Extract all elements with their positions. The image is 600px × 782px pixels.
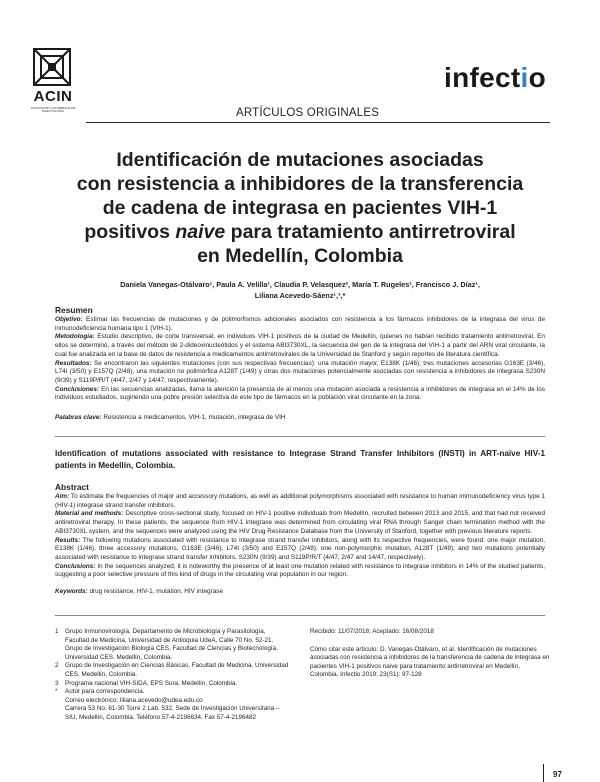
journal-logo [444,62,546,94]
footnote-text: Carrera 53 No. 61-30 Torre 2 Lab. 532, Sede de Investigación Universitaria – SIU, Medellín, Colombia. Teléfono 57-4-2196634. Fax 57-4-2196482 [65,705,280,721]
text: To estimate the frequencies of major and accessory mutations, as well as additional polymorphisms associated with resistance to human immunodeficiency virus type 1 (HIV-1) integrase strand transfer inhibitors. [55,493,545,509]
title-fragment: para tratamiento antirretroviral [225,221,516,243]
article-info [310,628,550,680]
title-line: en Medellín, Colombia [197,245,403,267]
label: Conclusiones: [55,385,100,393]
resumen-keywords [55,414,545,423]
footnote-number [55,697,65,706]
footnote-number: 2 [55,662,59,670]
contact-email [55,697,290,706]
english-title: Identification of mutations associated with resistance to Integrase Strand Transfer Inhibitors (INSTI) in ART-naïve HIV-1 patients in Medellín, Colombia. [55,449,545,470]
affiliations [55,628,290,723]
footnote-text[interactable]: Correo electrónico: liliana.acevedo@udea.edu.co [65,696,203,704]
title-line: de cadena de integrasa en pacientes VIH-1 [102,197,498,219]
resumen-resultados [55,360,545,386]
resumen-heading: Resumen [55,305,93,315]
acin-subtitle: ASOCIACIÓN COLOMBIANA DE INFECTOLOGÍA [30,106,76,114]
affiliation-item [55,688,290,697]
section-rule [55,615,545,616]
abstract-heading: Abstract [55,482,89,492]
citation-note: Cómo citar este artículo: D. Vanegas-Otálvaro, et al. Identificación de mutaciones asociadas con resistencia a inhibidores de la transferencia de cadena de integrasa en pacientes VIH-1 positivos naive para tratamiento antirretroviral en Medellín, Colombia. Infectio 2019; 23(S1): 97-128 [310,645,550,679]
footnote-number: * [55,688,58,696]
text: En las secuencias analizadas, llama la atención la presencia de al menos una mutación asociada a resistencia a inhibidores de integrasa en el 14% de los individuos estudiados, sugiriendo una pobre presión selectiva de este tipo de fármacos en la población viral circulante en la zona. [55,385,545,402]
abstract-section [55,482,545,597]
label: Resultados: [55,359,92,367]
abstract-conclusions [55,563,545,580]
label: Aim: [55,493,70,500]
footnote-number [55,705,65,722]
resumen-conclusiones [55,386,545,403]
section-divider [86,122,550,123]
affiliation-item [55,628,290,645]
abstract-aim [55,493,545,510]
resumen-section [55,305,545,423]
journal-logo-suffix: o [528,62,546,93]
received-dates: Recibido: 11/07/2018; Aceptado: 16/08/2018 [310,628,434,635]
text: Estudio descriptivo, de corte transversal, en individuos VIH-1 positivos de la ciudad de Medellín, quienes no habían recibido tratamiento antirretroviral. En ellos se determinó, a través del método de 2-dideoxinucleótidos y el sistema ABI3730XL, la secuencia del gen de la integrasa del VIH-1 a partir del ARN viral circulante, la cual fue analizada en la base de datos de resistencia a medicamentos antirretrovirales de la Universidad de Stanford y según reportes de literatura científica. [55,333,545,358]
text: drug resistance, HIV-1, mutation, HIV integrase [87,588,224,596]
author-list [80,280,520,301]
label: Objetivo: [55,316,83,323]
article-title [50,148,550,268]
abstract-materials [55,510,545,536]
abstract-keywords [55,588,545,597]
text: In the sequences analyzed, it is noteworthy the presence of at least one mutation related with resistance to integrase inhibitors in 14% of the studied patients, suggesting a poor selective pressure of this kind of drugs in the circulating viral population in our region. [55,562,545,579]
footnote-text: Grupo de Investigación en Ciencias Básicas, Facultad de Medicina, Universidad CES, Medellín, Colombia. [65,662,289,678]
footnote-text: Grupo Inmunovirología, Departamento de Microbiología y Parasitología, Facultad de Medicina, Universidad de Antioquia UdeA, Calle 70 No. 52-21. [65,628,274,644]
footnote-text: Autor para correspondencia. [65,688,145,696]
text: Descriptive cross-sectional study, focused on HIV-1 positive individuals from Medellín, recruited between 2013 and 2015, and that had not received antiretroviral therapy. In these patients, the sequence from HIV-1 integrase was determined from circulating viral RNA through Sanger chain termination method with the ABI3730XL system, and the sequences were analyzed using the HIV Drug Resistance Database from the University of Stanford, together with previous literature reports. [55,510,545,535]
label: Palabras clave: [55,414,102,422]
text: Estimar las frecuencias de mutaciones y de polimorfismos adicionales asociados con resistencia a los fármacos inhibidores de la integrasa del virus de inmunodeficiencia humana tipo 1 (VIH-1). [55,316,545,332]
footnote-number [55,645,65,662]
title-line: Identificación de mutaciones asociadas [116,149,484,171]
text: Resistencia a medicamentos, VIH-1, mutación, integrasa de VIH [101,414,286,422]
page-number: 97 [553,770,562,779]
footnote-number: 3 [55,679,59,687]
text: Se encontraron las siguientes mutaciones (con sus respectivas frecuencias): una mutación mayor, E138K (1/46); tres mutaciones accesorias G163E (3/46), L74I (3/50) y E157Q (2/48), una mutación no polimórfica A128T (1/49) y otras dos mutaciones potencialmente asociadas con resistencia a inhibidores de integrasa S230N (9/39) y S119P/R/T (4/47, 2/47 y 14/47, respectivamente). [55,359,545,384]
title-fragment: positivos [84,221,176,243]
label: Metodología: [55,333,95,341]
section-rule [55,436,545,437]
footnote-number: 1 [55,628,59,635]
journal-logo-i: i [520,62,529,93]
footnote-text: Programa nacional VIH-SIDA, EPS Sura, Medellín, Colombia. [65,679,238,687]
journal-logo-prefix: infect [444,62,521,93]
affiliation-item [55,680,290,689]
acin-wordmark: ACIN [33,88,73,105]
acin-emblem-icon [33,48,71,86]
label: Keywords: [55,588,88,596]
label: Conclusions: [55,562,96,570]
authors-line: Liliana Acevedo-Sáenz¹,³,* [254,290,346,300]
affiliation-item [55,645,290,662]
acin-logo [30,48,76,126]
resumen-metodologia [55,333,545,359]
footnote-text: Grupo de Investigación Biología CES, Facultad de Ciencias y Biotecnología, Universidad CES. Medellín, Colombia. [65,645,278,661]
title-line [50,220,550,244]
page-number-bar [543,764,544,782]
title-italic-word: naive [175,221,226,243]
label: Results: [55,536,81,544]
label: Material and methods: [55,510,124,518]
section-label: ARTÍCULOS ORIGINALES [236,107,380,119]
text: The following mutations associated with resistance to integrase strand transfer inhibitors, along with its respective frequencies, were found: one major mutation, E138K (1/46), three accessory mutations, G163E (3/46), L74I (3/50) and E157Q (2/48); one non-polymorphic mutation, A128T (1/49); and two mutations potentially associated with resistance to integrase strand transfer inhibitors, S230N (9/39) and S119P/R/T (4/47, 2/47 and 14/47, respectively). [55,536,545,561]
abstract-results [55,537,545,563]
affiliation-item [55,662,290,679]
resumen-objetivo [55,316,545,333]
authors-line: Daniela Vanegas-Otálvaro¹, Paula A. Velilla¹, Claudia P. Velasquez², María T. Rugeles¹, Francisco J. Díaz¹, [120,280,480,289]
title-line: con resistencia a inhibidores de la transferencia [76,173,524,195]
contact-address [55,705,290,722]
